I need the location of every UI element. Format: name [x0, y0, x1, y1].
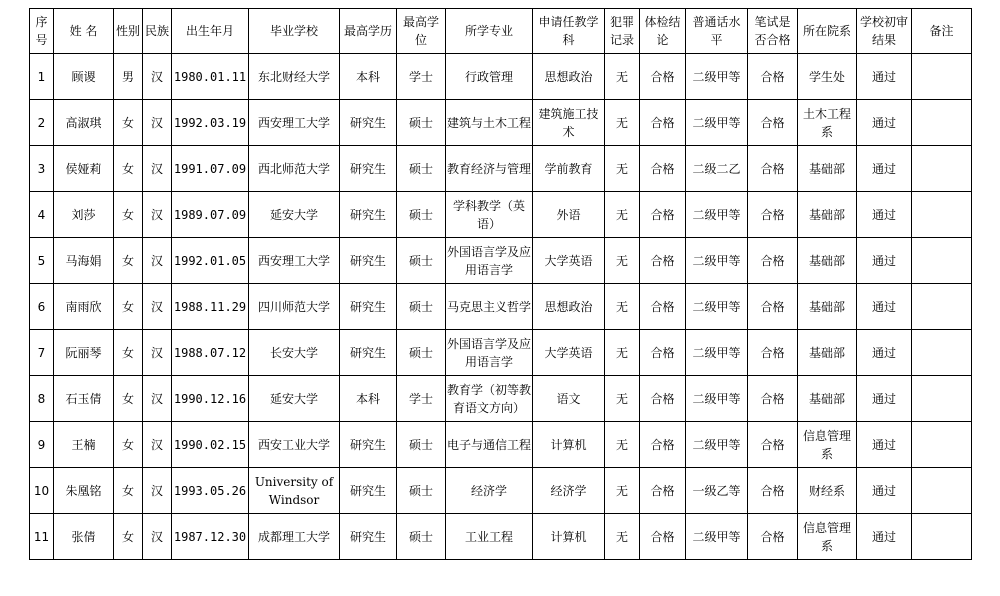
header-col-index: 序号: [30, 9, 54, 54]
cell-school: 东北财经大学: [249, 54, 340, 100]
cell-written-test: 合格: [748, 146, 798, 192]
cell-school: 延安大学: [249, 376, 340, 422]
cell-department: 信息管理系: [798, 422, 857, 468]
header-col-name: 姓 名: [54, 9, 114, 54]
table-row: [30, 100, 972, 146]
cell-degree: 硕士: [397, 284, 446, 330]
cell-written-test: 合格: [748, 330, 798, 376]
cell-gender: 女: [114, 330, 143, 376]
cell-subject: 计算机: [533, 422, 605, 468]
cell-ethnicity: 汉: [143, 284, 172, 330]
cell-birthdate: 1988.07.12: [172, 330, 249, 376]
cell-review-result: 通过: [857, 192, 912, 238]
cell-name: 阮丽琴: [54, 330, 114, 376]
cell-department: 信息管理系: [798, 514, 857, 560]
header-col-birthdate: 出生年月: [172, 9, 249, 54]
cell-index: 11: [30, 514, 54, 560]
cell-degree: 学士: [397, 54, 446, 100]
cell-name: 顾谡: [54, 54, 114, 100]
cell-mandarin: 二级甲等: [686, 514, 748, 560]
cell-mandarin: 二级甲等: [686, 238, 748, 284]
cell-remarks: [912, 100, 972, 146]
cell-remarks: [912, 376, 972, 422]
cell-gender: 女: [114, 376, 143, 422]
table-row: [30, 468, 972, 514]
cell-department: 基础部: [798, 146, 857, 192]
cell-index: 5: [30, 238, 54, 284]
cell-medical: 合格: [640, 422, 686, 468]
cell-criminal-record: 无: [605, 514, 640, 560]
cell-criminal-record: 无: [605, 376, 640, 422]
cell-written-test: 合格: [748, 376, 798, 422]
cell-remarks: [912, 192, 972, 238]
cell-index: 8: [30, 376, 54, 422]
cell-major: 行政管理: [446, 54, 533, 100]
table-row: [30, 422, 972, 468]
cell-review-result: 通过: [857, 284, 912, 330]
cell-remarks: [912, 514, 972, 560]
cell-subject: 学前教育: [533, 146, 605, 192]
document-sheet: [29, 8, 972, 560]
cell-degree: 学士: [397, 376, 446, 422]
cell-mandarin: 二级甲等: [686, 100, 748, 146]
cell-written-test: 合格: [748, 468, 798, 514]
cell-index: 4: [30, 192, 54, 238]
cell-ethnicity: 汉: [143, 376, 172, 422]
cell-name: 张倩: [54, 514, 114, 560]
header-col-remarks: 备注: [912, 9, 972, 54]
cell-subject: 外语: [533, 192, 605, 238]
cell-written-test: 合格: [748, 54, 798, 100]
cell-gender: 女: [114, 146, 143, 192]
cell-medical: 合格: [640, 468, 686, 514]
header-col-major: 所学专业: [446, 9, 533, 54]
cell-review-result: 通过: [857, 376, 912, 422]
cell-review-result: 通过: [857, 422, 912, 468]
cell-education: 研究生: [340, 238, 397, 284]
cell-birthdate: 1990.02.15: [172, 422, 249, 468]
cell-name: 王楠: [54, 422, 114, 468]
cell-mandarin: 二级甲等: [686, 54, 748, 100]
cell-birthdate: 1990.12.16: [172, 376, 249, 422]
cell-degree: 硕士: [397, 330, 446, 376]
cell-review-result: 通过: [857, 330, 912, 376]
cell-medical: 合格: [640, 376, 686, 422]
cell-gender: 女: [114, 422, 143, 468]
cell-department: 基础部: [798, 376, 857, 422]
cell-birthdate: 1991.07.09: [172, 146, 249, 192]
cell-degree: 硕士: [397, 146, 446, 192]
cell-school: University of Windsor: [249, 468, 340, 514]
cell-major: 马克思主义哲学: [446, 284, 533, 330]
header-col-department: 所在院系: [798, 9, 857, 54]
header-col-degree: 最高学位: [397, 9, 446, 54]
cell-gender: 女: [114, 192, 143, 238]
cell-written-test: 合格: [748, 192, 798, 238]
cell-subject: 大学英语: [533, 238, 605, 284]
cell-criminal-record: 无: [605, 330, 640, 376]
cell-ethnicity: 汉: [143, 422, 172, 468]
cell-birthdate: 1987.12.30: [172, 514, 249, 560]
table-row: [30, 376, 972, 422]
cell-school: 延安大学: [249, 192, 340, 238]
header-col-medical: 体检结论: [640, 9, 686, 54]
cell-mandarin: 二级甲等: [686, 330, 748, 376]
cell-index: 3: [30, 146, 54, 192]
cell-degree: 硕士: [397, 238, 446, 284]
cell-medical: 合格: [640, 514, 686, 560]
cell-mandarin: 二级甲等: [686, 284, 748, 330]
cell-education: 研究生: [340, 284, 397, 330]
cell-education: 研究生: [340, 330, 397, 376]
cell-degree: 硕士: [397, 192, 446, 238]
header-col-school: 毕业学校: [249, 9, 340, 54]
cell-education: 研究生: [340, 192, 397, 238]
cell-ethnicity: 汉: [143, 330, 172, 376]
cell-department: 基础部: [798, 192, 857, 238]
cell-subject: 经济学: [533, 468, 605, 514]
cell-remarks: [912, 330, 972, 376]
header-col-written-test: 笔试是否合格: [748, 9, 798, 54]
cell-criminal-record: 无: [605, 238, 640, 284]
cell-major: 教育学（初等教育语文方向）: [446, 376, 533, 422]
cell-index: 10: [30, 468, 54, 514]
cell-written-test: 合格: [748, 514, 798, 560]
cell-subject: 大学英语: [533, 330, 605, 376]
cell-name: 南雨欣: [54, 284, 114, 330]
cell-school: 西安工业大学: [249, 422, 340, 468]
cell-school: 西安理工大学: [249, 100, 340, 146]
cell-index: 7: [30, 330, 54, 376]
cell-education: 研究生: [340, 514, 397, 560]
cell-birthdate: 1993.05.26: [172, 468, 249, 514]
cell-mandarin: 二级甲等: [686, 192, 748, 238]
cell-subject: 思想政治: [533, 54, 605, 100]
cell-name: 石玉倩: [54, 376, 114, 422]
cell-gender: 女: [114, 284, 143, 330]
table-row: [30, 146, 972, 192]
cell-birthdate: 1992.01.05: [172, 238, 249, 284]
cell-review-result: 通过: [857, 54, 912, 100]
cell-criminal-record: 无: [605, 468, 640, 514]
header-col-ethnicity: 民族: [143, 9, 172, 54]
cell-mandarin: 一级乙等: [686, 468, 748, 514]
cell-medical: 合格: [640, 284, 686, 330]
cell-degree: 硕士: [397, 468, 446, 514]
cell-degree: 硕士: [397, 514, 446, 560]
table-row: [30, 514, 972, 560]
applicant-table: [29, 8, 972, 560]
header-col-criminal-record: 犯罪记录: [605, 9, 640, 54]
cell-written-test: 合格: [748, 238, 798, 284]
cell-criminal-record: 无: [605, 100, 640, 146]
cell-name: 刘莎: [54, 192, 114, 238]
table-body: [30, 54, 972, 560]
cell-subject: 计算机: [533, 514, 605, 560]
cell-ethnicity: 汉: [143, 192, 172, 238]
cell-remarks: [912, 468, 972, 514]
cell-review-result: 通过: [857, 100, 912, 146]
cell-ethnicity: 汉: [143, 146, 172, 192]
cell-department: 学生处: [798, 54, 857, 100]
cell-mandarin: 二级二乙: [686, 146, 748, 192]
cell-criminal-record: 无: [605, 54, 640, 100]
cell-major: 教育经济与管理: [446, 146, 533, 192]
cell-remarks: [912, 422, 972, 468]
cell-major: 工业工程: [446, 514, 533, 560]
cell-remarks: [912, 146, 972, 192]
cell-school: 西安理工大学: [249, 238, 340, 284]
cell-birthdate: 1989.07.09: [172, 192, 249, 238]
table-row: [30, 192, 972, 238]
header-col-review-result: 学校初审结果: [857, 9, 912, 54]
cell-major: 外国语言学及应用语言学: [446, 238, 533, 284]
cell-gender: 女: [114, 238, 143, 284]
cell-index: 1: [30, 54, 54, 100]
cell-department: 基础部: [798, 284, 857, 330]
cell-medical: 合格: [640, 54, 686, 100]
cell-gender: 女: [114, 468, 143, 514]
header-col-mandarin: 普通话水 平: [686, 9, 748, 54]
table-row: [30, 284, 972, 330]
cell-department: 土木工程系: [798, 100, 857, 146]
cell-ethnicity: 汉: [143, 238, 172, 284]
cell-remarks: [912, 284, 972, 330]
cell-remarks: [912, 238, 972, 284]
cell-subject: 思想政治: [533, 284, 605, 330]
cell-school: 四川师范大学: [249, 284, 340, 330]
cell-criminal-record: 无: [605, 192, 640, 238]
cell-education: 本科: [340, 54, 397, 100]
cell-school: 长安大学: [249, 330, 340, 376]
cell-education: 研究生: [340, 422, 397, 468]
cell-major: 建筑与土木工程: [446, 100, 533, 146]
table-row: [30, 330, 972, 376]
cell-name: 侯娅莉: [54, 146, 114, 192]
cell-medical: 合格: [640, 146, 686, 192]
cell-department: 财经系: [798, 468, 857, 514]
cell-education: 研究生: [340, 146, 397, 192]
cell-criminal-record: 无: [605, 422, 640, 468]
cell-major: 经济学: [446, 468, 533, 514]
cell-name: 马海娟: [54, 238, 114, 284]
cell-ethnicity: 汉: [143, 54, 172, 100]
cell-ethnicity: 汉: [143, 468, 172, 514]
cell-major: 外国语言学及应用语言学: [446, 330, 533, 376]
cell-review-result: 通过: [857, 514, 912, 560]
cell-remarks: [912, 54, 972, 100]
cell-name: 朱凰铭: [54, 468, 114, 514]
cell-criminal-record: 无: [605, 146, 640, 192]
cell-index: 9: [30, 422, 54, 468]
cell-major: 电子与通信工程: [446, 422, 533, 468]
cell-review-result: 通过: [857, 468, 912, 514]
cell-medical: 合格: [640, 238, 686, 284]
cell-birthdate: 1992.03.19: [172, 100, 249, 146]
cell-subject: 建筑施工技术: [533, 100, 605, 146]
cell-medical: 合格: [640, 100, 686, 146]
cell-gender: 女: [114, 514, 143, 560]
header-col-subject: 申请任教学科: [533, 9, 605, 54]
cell-mandarin: 二级甲等: [686, 422, 748, 468]
cell-index: 6: [30, 284, 54, 330]
cell-ethnicity: 汉: [143, 514, 172, 560]
header-col-gender: 性别: [114, 9, 143, 54]
cell-written-test: 合格: [748, 422, 798, 468]
table-row: [30, 54, 972, 100]
cell-degree: 硕士: [397, 422, 446, 468]
cell-name: 高淑琪: [54, 100, 114, 146]
cell-written-test: 合格: [748, 100, 798, 146]
cell-school: 成都理工大学: [249, 514, 340, 560]
cell-medical: 合格: [640, 192, 686, 238]
cell-ethnicity: 汉: [143, 100, 172, 146]
cell-index: 2: [30, 100, 54, 146]
cell-department: 基础部: [798, 238, 857, 284]
cell-department: 基础部: [798, 330, 857, 376]
header-col-education: 最高学历: [340, 9, 397, 54]
cell-degree: 硕士: [397, 100, 446, 146]
cell-review-result: 通过: [857, 146, 912, 192]
cell-education: 研究生: [340, 468, 397, 514]
cell-gender: 男: [114, 54, 143, 100]
cell-medical: 合格: [640, 330, 686, 376]
cell-subject: 语文: [533, 376, 605, 422]
cell-major: 学科教学（英语）: [446, 192, 533, 238]
cell-birthdate: 1980.01.11: [172, 54, 249, 100]
cell-written-test: 合格: [748, 284, 798, 330]
table-row: [30, 238, 972, 284]
cell-mandarin: 二级甲等: [686, 376, 748, 422]
cell-education: 研究生: [340, 100, 397, 146]
cell-criminal-record: 无: [605, 284, 640, 330]
cell-gender: 女: [114, 100, 143, 146]
cell-birthdate: 1988.11.29: [172, 284, 249, 330]
cell-review-result: 通过: [857, 238, 912, 284]
cell-education: 本科: [340, 376, 397, 422]
header-row: [30, 9, 972, 54]
cell-school: 西北师范大学: [249, 146, 340, 192]
